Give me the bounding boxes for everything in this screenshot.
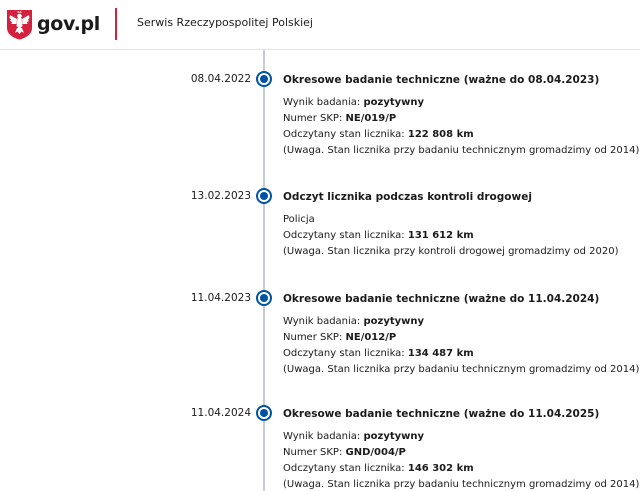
detail-label: Policja <box>283 214 315 225</box>
timeline-dot-icon <box>256 188 272 204</box>
header-divider <box>115 8 117 40</box>
detail-line <box>283 314 633 330</box>
detail-line <box>283 461 633 477</box>
entry-content <box>283 73 640 159</box>
detail-label: Odczytany stan licznika: <box>283 129 408 140</box>
detail-line <box>283 330 633 346</box>
entry-title: Odczyt licznika podczas kontroli drogowej <box>283 191 532 203</box>
detail-line <box>283 212 633 228</box>
detail-label: Odczytany stan licznika: <box>283 230 408 241</box>
detail-label: (Uwaga. Stan licznika przy badaniu technicznym gromadzimy od 2014) <box>283 479 640 490</box>
entry-title: Okresowe badanie techniczne (ważne do 11.04.2025) <box>283 408 600 420</box>
detail-line <box>283 95 633 111</box>
entry-date: 11.04.2024 <box>190 407 251 419</box>
detail-label: Wynik badania: <box>283 97 364 108</box>
detail-value: 131 612 km <box>407 230 474 241</box>
entry-date: 13.02.2023 <box>190 190 251 202</box>
entry-details <box>283 314 640 378</box>
entry-title: Okresowe badanie techniczne (ważne do 08.04.2023) <box>283 74 600 86</box>
detail-value: GND/004/P <box>345 447 406 458</box>
entry-date: 08.04.2022 <box>190 73 251 85</box>
detail-label: Numer SKP: <box>283 332 346 343</box>
site-header <box>0 0 640 50</box>
timeline-dot-icon <box>256 405 272 421</box>
detail-line <box>283 429 633 445</box>
gov-pl-logo-link[interactable] <box>6 6 100 42</box>
detail-value: pozytywny <box>363 316 425 327</box>
detail-value: pozytywny <box>363 97 425 108</box>
detail-label: Numer SKP: <box>283 447 346 458</box>
detail-label: Wynik badania: <box>283 316 364 327</box>
detail-note <box>283 477 640 491</box>
detail-label: Odczytany stan licznika: <box>283 348 408 359</box>
detail-value: NE/019/P <box>345 113 397 124</box>
entry-details <box>283 429 640 491</box>
entry-content <box>283 407 640 491</box>
detail-label: (Uwaga. Stan licznika przy kontroli drogowej gromadzimy od 2020) <box>283 246 619 257</box>
detail-value: NE/012/P <box>345 332 397 343</box>
detail-label: Wynik badania: <box>283 431 364 442</box>
timeline-dot-icon <box>256 71 272 87</box>
entry-details <box>283 95 640 159</box>
detail-value: 134 487 km <box>407 348 474 359</box>
detail-note <box>283 362 640 378</box>
detail-line <box>283 228 633 244</box>
detail-line <box>283 346 633 362</box>
logo-text: gov.pl <box>37 13 101 35</box>
polish-eagle-emblem-icon <box>6 9 33 40</box>
detail-note <box>283 244 633 260</box>
detail-value: 146 302 km <box>407 463 474 474</box>
entry-details <box>283 212 633 260</box>
timeline-line <box>263 50 265 491</box>
detail-line <box>283 445 633 461</box>
detail-value: pozytywny <box>363 431 425 442</box>
detail-line <box>283 127 633 143</box>
entry-date: 11.04.2023 <box>190 292 251 304</box>
detail-label: Odczytany stan licznika: <box>283 463 408 474</box>
detail-note <box>283 143 640 159</box>
entry-title: Okresowe badanie techniczne (ważne do 11.04.2024) <box>283 293 600 305</box>
detail-label: (Uwaga. Stan licznika przy badaniu technicznym gromadzimy od 2014) <box>283 145 640 156</box>
timeline-dot-icon <box>256 290 272 306</box>
entry-content <box>283 292 640 378</box>
service-name: Serwis Rzeczypospolitej Polskiej <box>137 16 313 29</box>
detail-label: Numer SKP: <box>283 113 346 124</box>
detail-line <box>283 111 633 127</box>
detail-value: 122 808 km <box>407 129 474 140</box>
entry-content <box>283 190 633 260</box>
detail-label: (Uwaga. Stan licznika przy badaniu technicznym gromadzimy od 2014) <box>283 364 640 375</box>
